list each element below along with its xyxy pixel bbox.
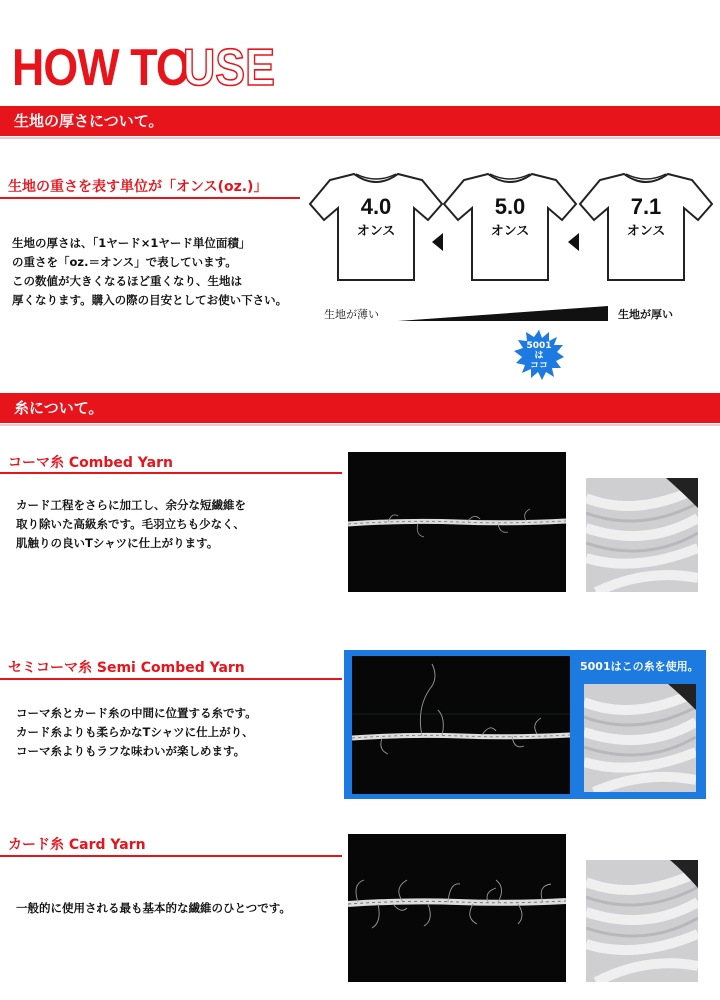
card-yarn-photo [348, 834, 566, 982]
yarn-description-combed: カード工程をさらに加工し、余分な短繊維を 取り除いた高級糸です。毛羽立ちも少なく、 肌触りの良いTシャツに仕上がります。 [16, 498, 246, 550]
yarn-description-card: 一般的に使用される最も基本的な繊維のひとつです。 [16, 901, 291, 915]
shirt-unit: オンス [356, 224, 396, 239]
thickness-subheading: 生地の重さを表す単位が「オンス(oz.)」 [8, 179, 268, 195]
scale-thick-label: 生地が厚い [618, 308, 673, 321]
section-band-yarn: 糸について。 [0, 393, 720, 423]
subheading-underline [0, 472, 342, 474]
yarn-heading-card: カード糸 Card Yarn [8, 837, 146, 853]
page-title [12, 38, 290, 97]
tshirt-7oz [576, 168, 716, 286]
shirt-weight: 5.0 [494, 194, 526, 219]
title-solid: HOW TO [12, 39, 190, 97]
yarn-description-semi-combed: コーマ糸とカード糸の中間に位置する糸です。 カード糸よりも柔らかなTシャツに仕上がり、 コーマ糸よりもラフな味わいが楽しめます。 [16, 706, 257, 758]
tshirt-5oz [440, 168, 580, 286]
section-band-thickness: 生地の厚さについて。 [0, 106, 720, 136]
semi-combed-fiber-photo [584, 684, 696, 792]
yarn-heading-combed: コーマ糸 Combed Yarn [8, 455, 173, 471]
card-fiber-photo [586, 860, 698, 982]
shirt-weight: 7.1 [630, 194, 662, 219]
semi-combed-yarn-photo [352, 656, 570, 794]
subheading-underline [0, 855, 342, 857]
used-yarn-tag: 5001はこの糸を使用。 [580, 660, 699, 673]
thickness-description: 生地の厚さは、「1ヤード×1ヤード単位面積」 の重さを「oz.＝オンス」で表しています。 この数値が大きくなるほど重くなり、生地は 厚くなります。購入の際の目安としてお使い下さい。 [12, 236, 288, 307]
combed-fiber-photo [586, 478, 698, 592]
scale-thin-label: 生地が薄い [324, 308, 379, 321]
thickness-wedge [398, 306, 608, 322]
combed-yarn-photo [348, 452, 566, 592]
shirt-unit: オンス [626, 224, 666, 239]
tshirt-4oz [306, 168, 446, 286]
product-marker-badge [514, 330, 564, 380]
subheading-underline [0, 197, 300, 199]
shirt-weight: 4.0 [360, 194, 392, 219]
shirt-unit: オンス [490, 224, 530, 239]
yarn-heading-semi-combed: セミコーマ糸 Semi Combed Yarn [8, 660, 245, 676]
subheading-underline [0, 678, 342, 680]
title-outline: USE [182, 39, 275, 97]
badge-text: 5001 は ココ [526, 341, 552, 371]
